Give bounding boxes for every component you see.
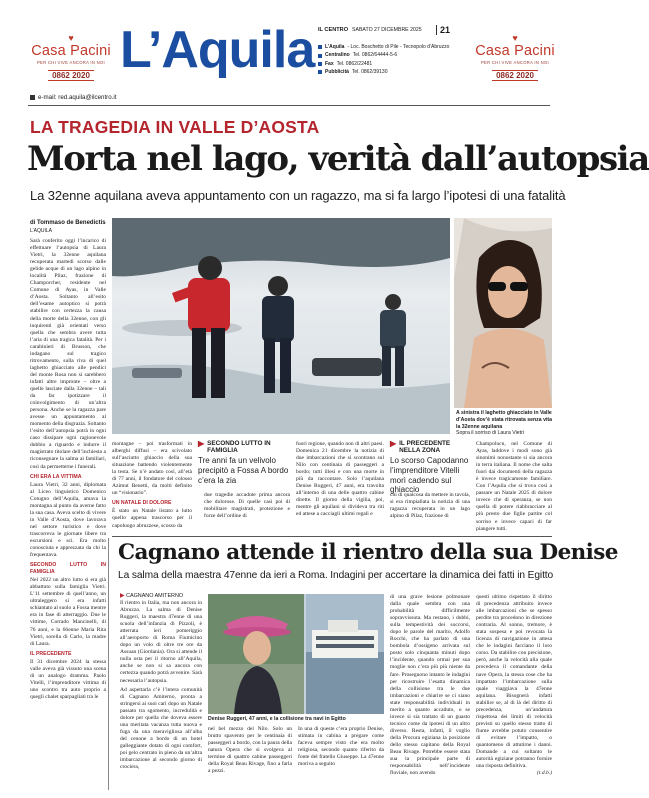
box-body: Tre anni fa un velivolo precipitò a Fossa A bordo c’era la zia bbox=[198, 456, 289, 485]
caption-bold: A sinistra il laghetto ghiacciato in Valle d’Aosta dov’è stata ritrovata senza vita la 32enne aquilana bbox=[456, 410, 553, 430]
triangle-icon: ▶ bbox=[198, 439, 205, 448]
byline bbox=[30, 220, 106, 234]
article2-column-4 bbox=[390, 594, 470, 790]
topbar bbox=[318, 25, 450, 35]
paragraph: Champolucn, nel Comune di Ayas, laddove i modi sono già sinonimi nonostante si sia ancora in terra italiana. Il nome che salta fuori dai documenti della ragazza è invece tragicamente familiare. Con l’Aquila che si trova così a passare un Natale 2025 di dolore invece che di speranza, se non quella di potere riabbracciare al più presto due figlie partite col sorriso e invece capaci di far piangere tutti. bbox=[476, 441, 552, 532]
bullet-square-icon bbox=[318, 62, 322, 66]
rescue-photo-image bbox=[112, 218, 450, 434]
contact-row bbox=[318, 43, 450, 51]
rescue-photo bbox=[112, 218, 450, 434]
box-tag bbox=[198, 440, 290, 454]
paragraph: fuori regione, quando non di altri paesi. Domenica 21 dicembre la notizia di due imbarcazioni che si scontrano sul Nilo con centinaia di passeggeri a bordo; tutti illesi e con una morte in più da raccontare. Solo l’aquilana Denise Ruggeri, 47 anni, era travolta all’interno di una delle quattro cabine dirette. Il giorno della vigilia, poi, mentre gli aquilani si divideva tra riti ed attese a cacciagli ultimi regali e bbox=[296, 441, 384, 518]
paragraph: Sarà conferito oggi l’incarico di effettuare l’autopsia di Laura Vietri, la 32enne aquilana recuperata martedì scorso dalle gelide acque di un lago alpino in località Pilaz, frazione di Champorcher, residente nel Comune di Ayas, in Valle d’Aosta. Soltanto all’esito dell’esame autoptico si potrà stabilire con certezza la causa della morte della 32enne, con gli inquirenti già orientati verso quella che sembra avere tutta l’aria di una tragica fatalità. Per i carabinieri di Brusson, che indagano sul tragico ritrovamento, sulla riva di quel laghetto ghiacciato alle pendici del monte Rosa non si sarebbero infatti altre impronte – oltre a quelle lasciate dalla 32enne – tali da far ipotizzare il coinvolgimento di un’altra persona. Anche se la ragazza pare avesse un appuntamento al momento della disgrazia. Soltanto l’esito dell’autopsia potrà in ogni caso dissipare ogni ragionevole dubbio a riguardo e indurre il magistrato titolare dell’inchiesta a riconsegnare la salma ai familiari, così da permetterne i funerali. bbox=[30, 238, 106, 470]
portrait-caption bbox=[456, 410, 552, 437]
box-body: Lo scorso Capodanno l’imprenditore Vitelli morì cadendo sul ghiaccio bbox=[390, 456, 469, 495]
contact-label: Fax bbox=[325, 60, 334, 67]
ad-casa-pacini-left[interactable] bbox=[22, 34, 120, 80]
paragraph: È stato un Natale listato a lutto quello appena trascorso per il capoluogo abruzzese, scosso da bbox=[112, 508, 192, 529]
portrait-image bbox=[454, 218, 552, 408]
article2-column-2 bbox=[208, 726, 292, 790]
article2-column-1 bbox=[120, 600, 202, 790]
ad-casa-pacini-right[interactable] bbox=[466, 34, 564, 80]
sidebar-box-secondo-lutto bbox=[198, 440, 290, 485]
heart-icon: ♥ bbox=[512, 33, 518, 43]
denise-caption bbox=[208, 716, 384, 723]
article2-dateline bbox=[120, 592, 183, 599]
signoff: (t.d.b.) bbox=[537, 770, 552, 777]
page-number: 21 bbox=[436, 25, 450, 35]
dateline: L’AQUILA bbox=[30, 228, 52, 234]
article-column-3 bbox=[112, 441, 192, 534]
caption-bold: Denise Ruggeri, 47 anni, e la collisione tra navi in Egitto bbox=[208, 716, 346, 722]
ad-phone: 0862 2020 bbox=[492, 70, 538, 81]
ad-tagline: PER CHI VIVE ANCORA IN NOI bbox=[480, 60, 550, 65]
email-address[interactable]: e-mail: red.aquila@ilcentro.it bbox=[38, 94, 117, 101]
paragraph: Ad aspettarla c’è l’intera comunità di Cagnano Amiterno, pronta a stringersi ai suoi cari dopo un Natale passato tra sgomento, incredulità e dolore per quella che doveva essere una meritata vacanza tutta nuova e fuga da una meravigliosa all’alba del cenone a bordo di un hotel galleggiante dotato di ogni comfort, poi gelo centrato in pieno da un’altra imbarcazione al secondo giorno di crociera, bbox=[120, 686, 202, 771]
article-column-6 bbox=[390, 492, 470, 534]
ad-tagline: PER CHI VIVE ANCORA IN NOI bbox=[36, 60, 106, 65]
sidebar-box-precedente bbox=[390, 440, 470, 495]
contact-row bbox=[318, 51, 450, 59]
ad-phone: 0862 2020 bbox=[48, 70, 94, 81]
contacts-block bbox=[318, 43, 450, 77]
author: di Tommaso de Benedictis bbox=[30, 220, 106, 226]
issue-date: SABATO 27 DICEMBRE 2025 bbox=[352, 27, 422, 33]
box-tag-text: IL PRECEDENTE NELLA ZONA bbox=[399, 440, 451, 454]
article2-column-5 bbox=[476, 594, 552, 790]
triangle-icon: ▶ bbox=[390, 439, 397, 448]
bullet-square-icon bbox=[318, 70, 322, 74]
contact-value: - Loc. Boschetto di Pile - Tecnopolo d’Abruzzo bbox=[347, 44, 450, 50]
bullet-square-icon bbox=[318, 54, 322, 58]
contact-label: Centralino bbox=[325, 52, 350, 59]
contact-row bbox=[318, 60, 450, 68]
paragraph: chi di qualcosa da mettere in tavola, si era rimpiallata la notizia di una ragazza recuperata in un lago alpino di Pilaz, frazione di bbox=[390, 492, 470, 520]
article-column-5 bbox=[296, 441, 384, 534]
caption-text: Sopra il sorriso di Laura Vietri bbox=[456, 430, 524, 437]
contact-label: L’Aquila bbox=[325, 44, 345, 50]
paragraph: Laura Vietri, 32 anni, diplomata al Liceo linguistico Domenico Cotugno dell’Aquila, amava la montagna al punto da averne fatto la sua casa. Aveva scelto di vivere in Valle d’Aosta, dove lavorava nel settore turistico e dove trascorreva le giornate libere tra escursioni e sci. Era molto conosciuta e apprezzata da chi la frequentava. bbox=[30, 481, 106, 559]
ad-name: Casa Pacini bbox=[475, 43, 555, 59]
masthead-title: L’Aquila bbox=[120, 21, 315, 79]
triangle-icon: ▶ bbox=[120, 593, 125, 599]
article-column-7 bbox=[476, 441, 552, 534]
divider bbox=[28, 105, 550, 106]
section-subhead: UN NATALE DI DOLORE bbox=[112, 500, 172, 507]
article2-subhead: La salma della maestra 47enne da ieri a Roma. Indagini per accertare la dinamica dei fatti in Egitto bbox=[118, 570, 554, 581]
article-column-1 bbox=[30, 238, 106, 786]
denise-photo bbox=[208, 594, 384, 714]
email-row[interactable] bbox=[30, 94, 117, 101]
paragraph: Il rientro in Italia, ma non ancora in Abruzzo. La salma di Denise Ruggeri, la maestra 47enne di una scuola dell’infanzia di Pizzoli, è atterrata ieri pomeriggio all’aeroporto di Roma Fiumicino dopo un volo di oltre tre ore da Assuan (Giordania). Ora si attende il nulla osta per il ritorno all’Aquila, anche se non si sa ancora con certezza quando potrà avvenire. Sarà necessaria l’autopsia. bbox=[120, 600, 202, 684]
box-tag bbox=[390, 440, 470, 454]
portrait-photo bbox=[454, 218, 552, 408]
paragraph: due tragedie accadute prima ancora che dolorose. Di quelle casi poi di mobilitare magistrati, protezione e forze dell’ordine di bbox=[204, 492, 290, 520]
heart-icon: ♥ bbox=[68, 33, 74, 43]
article-kicker: LA TRAGEDIA IN VALLE D’AOSTA bbox=[30, 117, 320, 137]
paragraph: In una di queste c’era proprio Denise, stimata in cabina a pregare come faceva sempre visto che era molto religiosa, secondo quanto riferito da fonte del fratello Giuseppe. La 47enne moriva a seguito bbox=[298, 726, 384, 768]
paragraph: di una grave lesione polmonare dalla quale sembra con una probabilità difficilmente sopravvissuta. Ma restano, i dubbi, sulla tempestività dei soccorsi, dopo le parole del marito, Adolfo Rocchi, che ha parlato di una bombola d’ossigeno arrivata sul posto solo cinquanta minuti dopo l’incidente, quando ormai per sua moglie non c’era più più niente da fare. Proseguono intanto le indagini per ricostruire l’esatta dinamica della collisione tra le due imbarcazioni e chiarire se ci siano state responsabilità individuali in merito a quanto accaduto, o se invece si sia trattato di un guasto tecnico come da ipotesi di un altro diverso. Resta, infatti, il voglio della Procura egiziana la posizione dello stesso capitano della Royal Beau Rivage. Potrebbe essere stata sua la principale parte di responsabilità nell’incidente fluviale, non avendo bbox=[390, 594, 470, 777]
contact-row bbox=[318, 68, 450, 76]
ad-name: Casa Pacini bbox=[31, 43, 111, 59]
dateline-text: CAGNANO AMITERNO bbox=[126, 593, 184, 599]
contact-value: Tel. 0862/39130 bbox=[351, 69, 388, 76]
paragraph: Il 31 dicembre 2024 la stessa valle aveva già vissuto una scena di un analogo dramma. Paolo Vitelli, l’imprenditore vittima di uno scontro tra auto proprio a quegli chalet sparpagliati tra le bbox=[30, 658, 106, 700]
paragraph: nel bel mezzo del Nilo. Solo un brutto spavento per le centinaia di passeggeri a bordo, con la paura della natura Opera che si svolgeva al termine di quattro cabine passeggeri della Royal Beau Rivage, fino a farla a pezzi. bbox=[208, 726, 292, 775]
article2-column-3 bbox=[298, 726, 384, 790]
section-subhead: CHI ERA LA VITTIMA bbox=[30, 473, 82, 480]
article-subhead: La 32enne aquilana aveva appuntamento con un ragazzo, ma si fa largo l’ipotesi di una fatalità bbox=[30, 188, 566, 203]
paper-name: IL CENTRO bbox=[318, 27, 349, 33]
column-divider bbox=[108, 538, 109, 790]
divider bbox=[112, 536, 552, 537]
paragraph: montagne – poi trasformati in alberghi diffusi – era scivolato sull’asciutto ghiaccio della sua situazione battendo violentemente la testa. Se n’è andato così, all’età di 77 anni, il fondatore del colosso Azimut Benetti, da molti definito un “visionario”. bbox=[112, 441, 192, 497]
section-subhead: SECONDO LUTTO IN FAMIGLIA bbox=[30, 562, 106, 576]
section-subhead: IL PRECEDENTE bbox=[30, 650, 72, 657]
contact-value: Tel. 0862/22481 bbox=[336, 60, 373, 67]
bullet-square-icon bbox=[318, 45, 322, 49]
denise-image bbox=[208, 594, 384, 714]
paragraph: Nel 2022 un altro lutto si era già abbattuto sulla famiglia Vietri. L’11 settembre di quell’anno, un ultraleggero si era infatti schiantato al suolo a Fossa mentre era in fase di atterraggio. Due le vittime, Corrado Mancinelli, di 76 anni, e la 66enne Maria Rita Vietri, sorella di Carlo, la madre di Laura. bbox=[30, 577, 106, 647]
article-headline: Morta nel lago, verità dall’autopsia bbox=[27, 139, 649, 179]
article2-headline: Cagnano attende il rientro della sua Denise bbox=[118, 540, 618, 565]
contact-value: Tel. 0862/64444-5-6 bbox=[352, 52, 398, 59]
paragraph: questi ultimo rispettato il diritto di precedenza attribuito invece alle imbarcazioni che se spesso perdite tra procedono in direzione contraria. Al sonno, tremore, è stata sospesa e poi revocata la licenza di navigazione in attesa che le indagini facciano il loro corso. Da stabilire con precisione, però, anche la velocità alla quale procedeva il comandante della nave Opera, la stessa cose che ha impattato l’imbarcazione sulla quale viaggiava la 47enne aquilana. Bisognerà infatti stabilire se, al di là del diritto di precedenza, un’andatura rispettosa dei limiti di velocità previsti su quello stesso tratto di fiume avrebbe potuto consentire di evitare l’impatto, o quantomeno di attutirne i danni. Domande a cui soltanto le autorità egiziane potranno fornire una risposta definitiva. bbox=[476, 594, 552, 770]
bullet-square-icon bbox=[30, 95, 35, 100]
contact-label: Pubblicità bbox=[325, 69, 349, 76]
article-column-4 bbox=[204, 492, 290, 534]
box-tag-text: SECONDO LUTTO IN FAMIGLIA bbox=[207, 440, 271, 454]
